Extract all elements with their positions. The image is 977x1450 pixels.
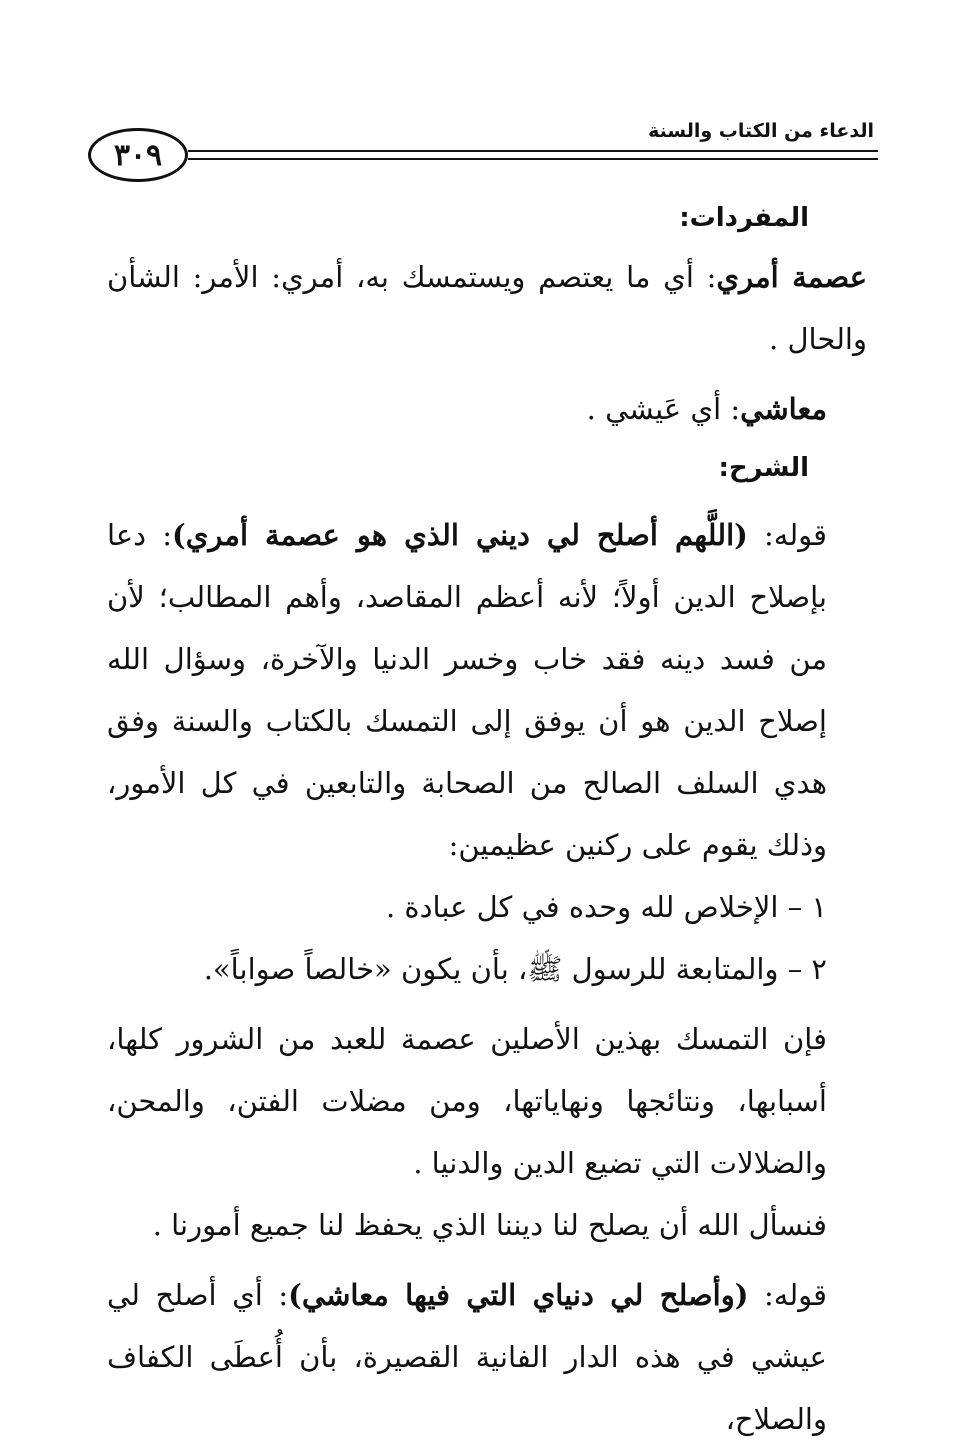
explanation-heading: الشرح: bbox=[718, 453, 809, 483]
vocabulary-heading: المفردات: bbox=[679, 203, 809, 233]
paragraph-text: : أي أصلح لي عيشي في هذه الدار الفانية القصيرة، بأن أُعطَى الكفاف والصلاح، bbox=[107, 1278, 827, 1436]
vocabulary-definition: : أي عَيشي . bbox=[586, 392, 741, 426]
hadith-quote: (وأصلح لي دنياي التي فيها معاشي) bbox=[288, 1278, 749, 1312]
vocabulary-term: معاشي bbox=[740, 392, 827, 426]
paragraph-lead: قوله: bbox=[747, 518, 828, 552]
vocabulary-term: عصمة أمري bbox=[716, 260, 868, 294]
page-body bbox=[107, 190, 867, 1450]
paragraph-1 bbox=[107, 504, 867, 876]
spacer bbox=[107, 496, 867, 504]
spacer bbox=[107, 370, 867, 378]
paragraph-2: فإن التمسك بهذين الأصلين عصمة للعبد من الشرور كلها، أسبابها، ونتائجها ونهاياتها، ومن مضلات الفتن، والمحن، والضلالات التي تضيع الدين والدنيا . bbox=[107, 1022, 827, 1180]
paragraph-4 bbox=[107, 1264, 867, 1450]
spacer bbox=[107, 1256, 867, 1264]
paragraph-lead: قوله: bbox=[748, 1278, 828, 1312]
hadith-quote: (اللَّهم أصلح لي ديني الذي هو عصمة أمري) bbox=[171, 518, 748, 552]
list-item-2: ٢ – والمتابعة للرسول ﷺ، بأن يكون «خالصاً صواباً». bbox=[203, 952, 827, 986]
paragraph-text: : دعا بإصلاح الدين أولاً؛ لأنه أعظم المقاصد، وأهم المطالب؛ لأن من فسد دينه فقد خاب وخسر الدنيا والآخرة، وسؤال الله إصلاح الدين هو أن يوفق إلى التمسك بالكتاب والسنة وفق هدي السلف الصالح من الصحابة والتابعين في كل الأمور، وذلك يقوم على ركنين عظيمين: bbox=[107, 518, 827, 862]
page-header bbox=[88, 118, 878, 192]
page-number: ٣٠٩ bbox=[88, 128, 188, 182]
running-title: الدعاء من الكتاب والسنة bbox=[648, 120, 874, 142]
vocabulary-definition: : أي ما يعتصم ويستمسك به، أمري: الأمر: الشأن والحال . bbox=[107, 260, 867, 356]
list-item-1: ١ – الإخلاص لله وحده في كل عبادة . bbox=[385, 890, 827, 924]
vocabulary-entry-1 bbox=[107, 246, 867, 370]
vocabulary-entry-2 bbox=[107, 378, 867, 440]
header-rule bbox=[188, 150, 878, 160]
paragraph-3: فنسأل الله أن يصلح لنا ديننا الذي يحفظ لنا جميع أمورنا . bbox=[152, 1208, 827, 1242]
spacer bbox=[107, 1000, 867, 1008]
